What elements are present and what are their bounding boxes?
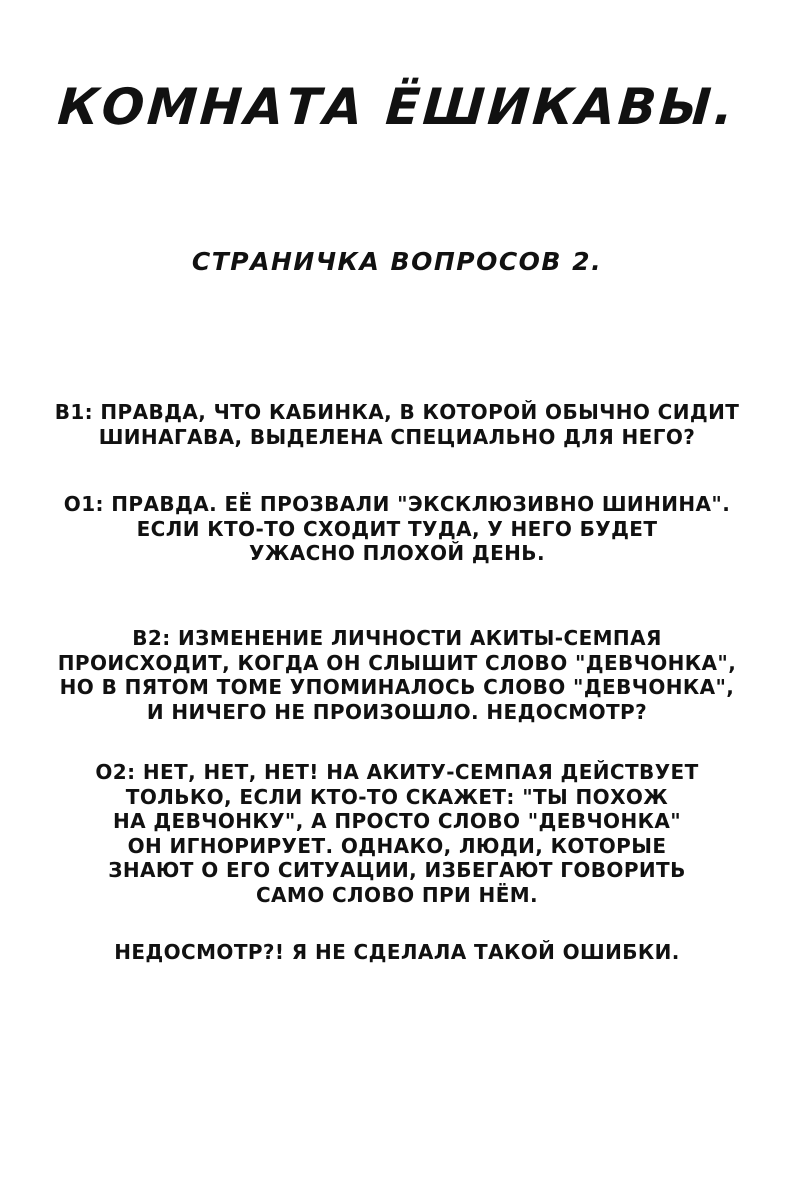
answer-1-line: О1: ПРАВДА. ЕЁ ПРОЗВАЛИ "ЭКСКЛЮЗИВНО ШИНИНА". [63, 492, 731, 516]
page-subtitle: СТРАНИЧКА ВОПРОСОВ 2. [191, 247, 603, 276]
closing-note-line: НЕДОСМОТР?! Я НЕ СДЕЛАЛА ТАКОЙ ОШИБКИ. [114, 940, 680, 964]
question-1-line: В1: ПРАВДА, ЧТО КАБИНКА, В КОТОРОЙ ОБЫЧНО СИДИТ [54, 400, 740, 424]
question-1 [0, 400, 794, 449]
question-1-line: ШИНАГАВА, ВЫДЕЛЕНА СПЕЦИАЛЬНО ДЛЯ НЕГО? [98, 424, 696, 449]
closing-note [0, 940, 794, 965]
question-2-line: ПРОИСХОДИТ, КОГДА ОН СЛЫШИТ СЛОВО "ДЕВЧОНКА", [57, 650, 737, 675]
answer-1-line: ЕСЛИ КТО-ТО СХОДИТ ТУДА, У НЕГО БУДЕТ [136, 516, 658, 541]
page-title: КОМНАТА ЁШИКАВЫ. [55, 78, 739, 136]
question-2-line: И НИЧЕГО НЕ ПРОИЗОШЛО. НЕДОСМОТР? [146, 699, 648, 724]
question-2-line: В2: ИЗМЕНЕНИЕ ЛИЧНОСТИ АКИТЫ-СЕМПАЯ [132, 626, 662, 650]
answer-2 [0, 760, 794, 907]
question-2 [0, 626, 794, 724]
question-2-line: НО В ПЯТОМ ТОМЕ УПОМИНАЛОСЬ СЛОВО "ДЕВЧОНКА", [59, 675, 735, 699]
answer-1 [0, 492, 794, 566]
answer-2-line: САМО СЛОВО ПРИ НЁМ. [255, 882, 539, 907]
answer-2-line: ЗНАЮТ О ЕГО СИТУАЦИИ, ИЗБЕГАЮТ ГОВОРИТЬ [108, 858, 686, 882]
answer-1-line: УЖАСНО ПЛОХОЙ ДЕНЬ. [249, 541, 545, 565]
answer-2-line: ТОЛЬКО, ЕСЛИ КТО-ТО СКАЖЕТ: "ТЫ ПОХОЖ [125, 784, 669, 809]
answer-2-line: ОН ИГНОРИРУЕТ. ОДНАКО, ЛЮДИ, КОТОРЫЕ [127, 833, 667, 858]
answer-2-line: НА ДЕВЧОНКУ", А ПРОСТО СЛОВО "ДЕВЧОНКА" [112, 809, 682, 833]
answer-2-line: О2: НЕТ, НЕТ, НЕТ! НА АКИТУ-СЕМПАЯ ДЕЙСТВУЕТ [95, 760, 699, 784]
